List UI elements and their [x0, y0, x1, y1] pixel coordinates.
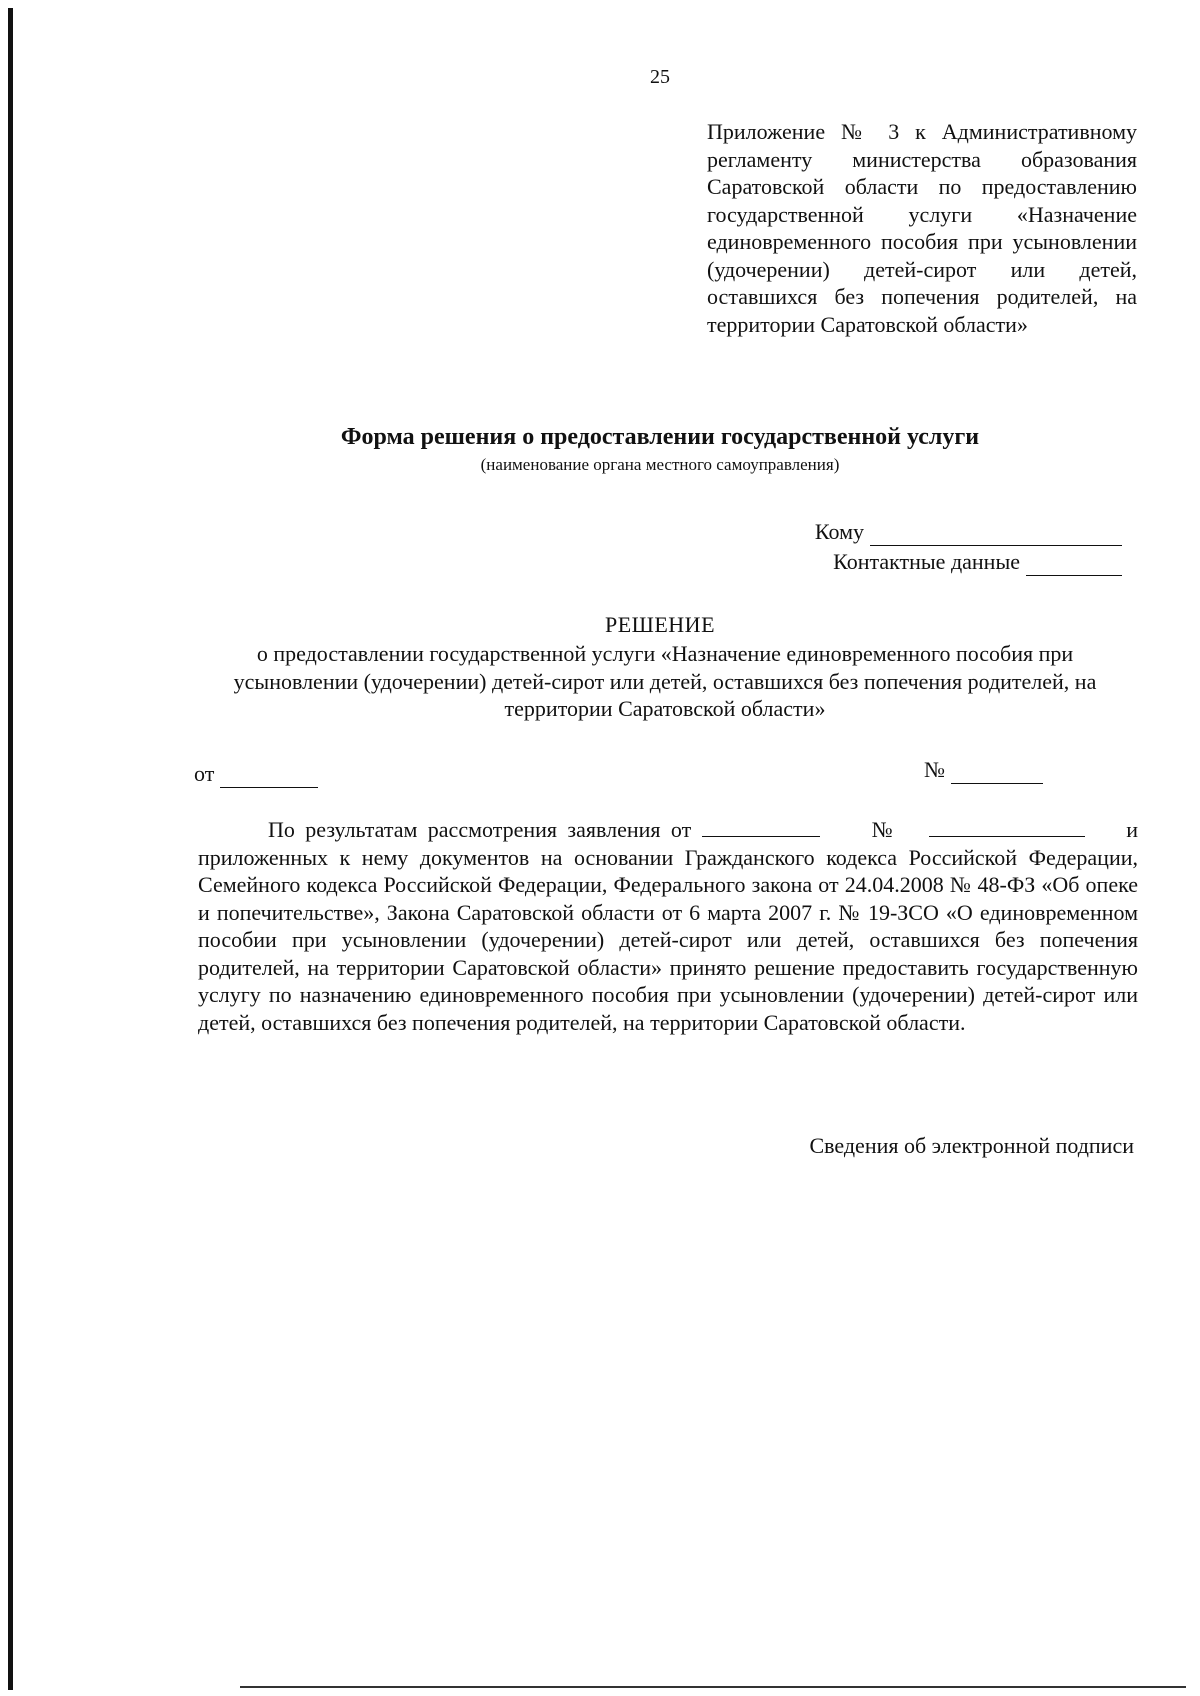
recipient-contact-label: Контактные данные: [833, 549, 1020, 574]
body-part3: и приложенных к нему документов на основании Гражданского кодекса Российской Федерации, Семейного кодекса Российской Федерации, Федерального закона от 24.04.2008 № 48-ФЗ «Об опеке и попечительстве», Закона Саратовской области от 6 марта 2007 г. № 19-ЗСО «О единовременном пособии при усыновлении (удочерении) детей-сирот или детей, оставшихся без попечения родителей, на территории Саратовской области» принято решение предоставить государственную услугу по назначению единовременного пособия при усыновлении (удочерении) детей-сирот или детей, оставшихся без попечения родителей, на территории Саратовской области.: [198, 817, 1139, 1035]
body-part1: По результатам рассмотрения заявления от: [268, 817, 692, 842]
recipient-contact-blank[interactable]: [1026, 555, 1122, 576]
form-title: Форма решения о предоставлении государственной услуги: [340, 424, 980, 450]
decision-date-blank[interactable]: [220, 767, 318, 788]
appendix-reference: Приложение № 3 к Административному регламенту министерства образования Саратовской области по предоставлению государственной услуги «Назначение единовременного пособия при усыновлении (удочерении) детей-сирот или детей, оставшихся без попечения родителей, на территории Саратовской области»: [707, 119, 1137, 337]
page-number: 25: [650, 66, 670, 88]
decision-heading: РЕШЕНИЕ: [604, 612, 716, 637]
decision-body: [198, 816, 1138, 1036]
decision-about: о предоставлении государственной услуги «Назначение единовременного пособия при усыновлении (удочерении) детей-сирот или детей, оставшихся без попечения родителей, на территории Саратовской области»: [233, 641, 1097, 721]
decision-date-label: от: [194, 761, 215, 786]
scan-edge-left: [8, 8, 13, 1690]
recipient-contact-row: [833, 548, 1122, 576]
recipient-to-blank[interactable]: [870, 525, 1122, 546]
signature-info: Сведения об электронной подписи: [809, 1133, 1134, 1158]
recipient-to-label: Кому: [814, 519, 864, 544]
decision-number-row: [924, 756, 1043, 784]
body-part2: №: [871, 817, 898, 842]
scan-edge-bottom: [240, 1686, 1186, 1688]
recipient-to-row: [815, 518, 1122, 546]
decision-number-label: №: [924, 757, 945, 782]
decision-number-blank[interactable]: [951, 763, 1043, 784]
application-date-blank[interactable]: [702, 818, 820, 837]
decision-date-row: [194, 760, 318, 788]
form-subtitle: (наименование органа местного самоуправления): [480, 455, 840, 474]
application-number-blank[interactable]: [929, 818, 1085, 837]
